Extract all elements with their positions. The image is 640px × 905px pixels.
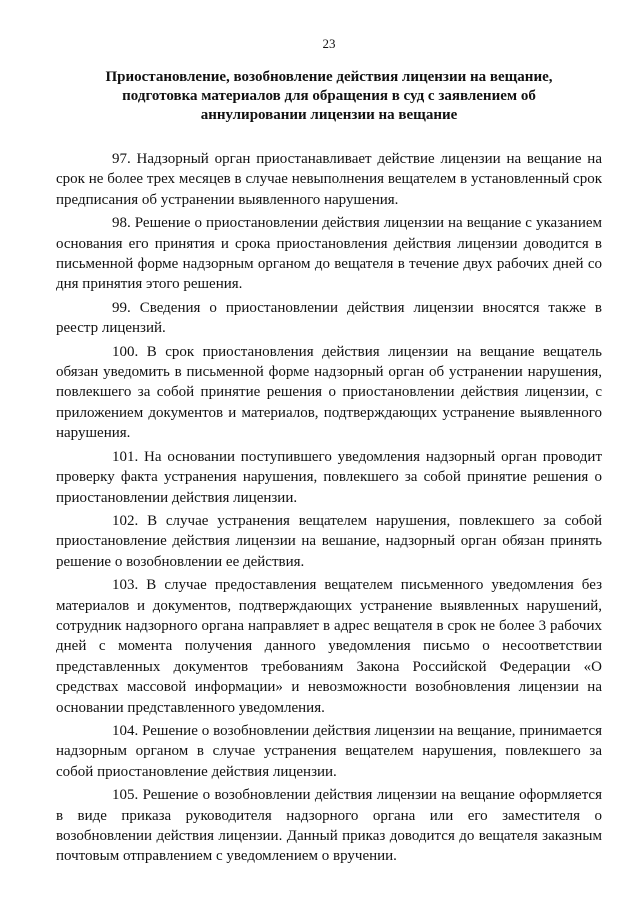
paragraph-100: 100. В срок приостановления действия лицензии на вещание вещатель обязан уведомить в письменной форме надзорный орган об устранении нарушения, повлекшего за собой принятие решения о приостановлении действия лицензии, с приложением документов и материалов, подтверждающих устранение выявленного нарушения. [56, 343, 602, 442]
page-number: 23 [322, 36, 336, 51]
paragraph-104: 104. Решение о возобновлении действия лицензии на вещание, принимается надзорным органом в случае устранения вещателем нарушения, повлекшего за собой приостановление действия лицензии. [56, 722, 602, 780]
section-title-line: аннулировании лицензии на вещание [200, 107, 458, 123]
paragraph-102: 102. В случае устранения вещателем нарушения, повлекшего за собой приостановление действия лицензии на вешание, надзорный орган обязан принять решение о возобновлении ее действия. [56, 512, 602, 570]
paragraph-103: 103. В случае предоставления вещателем письменного уведомления без материалов и документов, подтверждающих устранение выявленных нарушений, сотрудник надзорного органа направляет в адрес вещателя в срок не более 3 рабочих дней с момента получения данного уведомления письмо о несоответствии представленных документов требованиям Закона Российской Федерации «О средствах массовой информации» и невозможности возобновления лицензии на основании представленного уведомления. [56, 577, 602, 716]
paragraph-97: 97. Надзорный орган приостанавливает действие лицензии на вещание на срок не более трех месяцев в случае невыполнения вещателем в установленный срок предписания об устранении выявленного нарушения. [56, 151, 602, 208]
document-body [56, 149, 602, 867]
section-title [56, 68, 602, 125]
section-title-line: подготовка материалов для обращения в суд с заявлением об [122, 88, 536, 104]
paragraph-101: 101. На основании поступившего уведомления надзорный орган проводит проверку факта устранения нарушения, повлекшего за собой принятие решения о приостановлении действия лицензии. [56, 448, 602, 506]
paragraph-105: 105. Решение о возобновлении действия лицензии на вещание оформляется в виде приказа руководителя надзорного органа или его заместителя о возобновлении действия лицензии. Данный приказ доводится до вещателя заказным почтовым отправлением с уведомлением о вручении. [56, 787, 602, 865]
paragraph-98: 98. Решение о приостановлении действия лицензии на вещание с указанием основания его принятия и срока приостановления действия лицензии доводится в письменной форме надзорным органом до вещателя в течение двух рабочих дней со дня принятия этого решения. [56, 215, 602, 293]
paragraph-99: 99. Сведения о приостановлении действия лицензии вносятся также в реестр лицензий. [56, 299, 602, 337]
section-title-line: Приостановление, возобновление действия лицензии на вещание, [105, 69, 553, 85]
